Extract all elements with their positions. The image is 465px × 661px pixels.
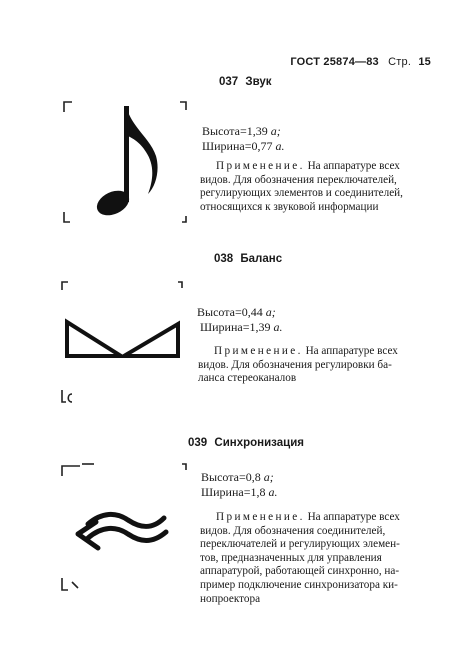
section-title-039 [188, 437, 304, 449]
width-spec: Ширина=1,8 а. [201, 485, 278, 499]
width-spec: Ширина=1,39 а. [200, 320, 283, 334]
section-title-038 [214, 253, 282, 265]
usage-lead: Применение. [216, 511, 305, 523]
dims-038 [197, 305, 282, 335]
height-spec: Высота=1,39 а; [202, 124, 281, 138]
balance-triangles-icon [67, 322, 178, 356]
section-number: 038 [214, 253, 234, 265]
standard-number: ГОСТ 25874—83 [290, 56, 379, 68]
sound-symbol-figure [62, 98, 190, 226]
section-name: Баланс [240, 253, 283, 265]
section-number: 037 [219, 76, 239, 88]
usage-039: Применение. На аппаратуре всех видов. Для обозначения соединителей, переключателей и регулирующих элемен- тов, предназначенных для управления аппаратурой, работающей синхронно, на- пример подключение синхронизатора ки- нопроектора [200, 511, 400, 605]
frame-corner-marks [62, 464, 186, 590]
page-header [290, 56, 431, 68]
section-title-037 [219, 76, 272, 88]
usage-037: Применение. На аппаратуре всех видов. Для обозначения переключателей, регулирующих элементов и соединителей, относящихся к звуковой информации [200, 160, 403, 213]
section-number: 039 [188, 437, 208, 449]
dims-039 [201, 470, 277, 500]
sync-symbol-figure [58, 460, 198, 596]
section-name: Звук [245, 76, 272, 88]
usage-lead: Применение. [216, 160, 305, 172]
page-label: Стр. [388, 56, 412, 68]
section-name: Синхронизация [214, 437, 304, 449]
usage-lead: Применение. [214, 345, 303, 357]
height-spec: Высота=0,8 а; [201, 470, 274, 484]
wave-arrow-icon [78, 514, 166, 548]
page-number: 15 [418, 56, 431, 68]
balance-symbol-figure [58, 278, 194, 406]
dims-037 [202, 124, 284, 154]
usage-038: Применение. На аппаратуре всех видов. Для обозначения регулировки ба- ланса стереоканалов [198, 345, 398, 385]
width-spec: Ширина=0,77 а. [202, 139, 285, 153]
musical-note-icon [93, 106, 158, 220]
height-spec: Высота=0,44 а; [197, 305, 276, 319]
frame-corner-marks [62, 282, 182, 402]
